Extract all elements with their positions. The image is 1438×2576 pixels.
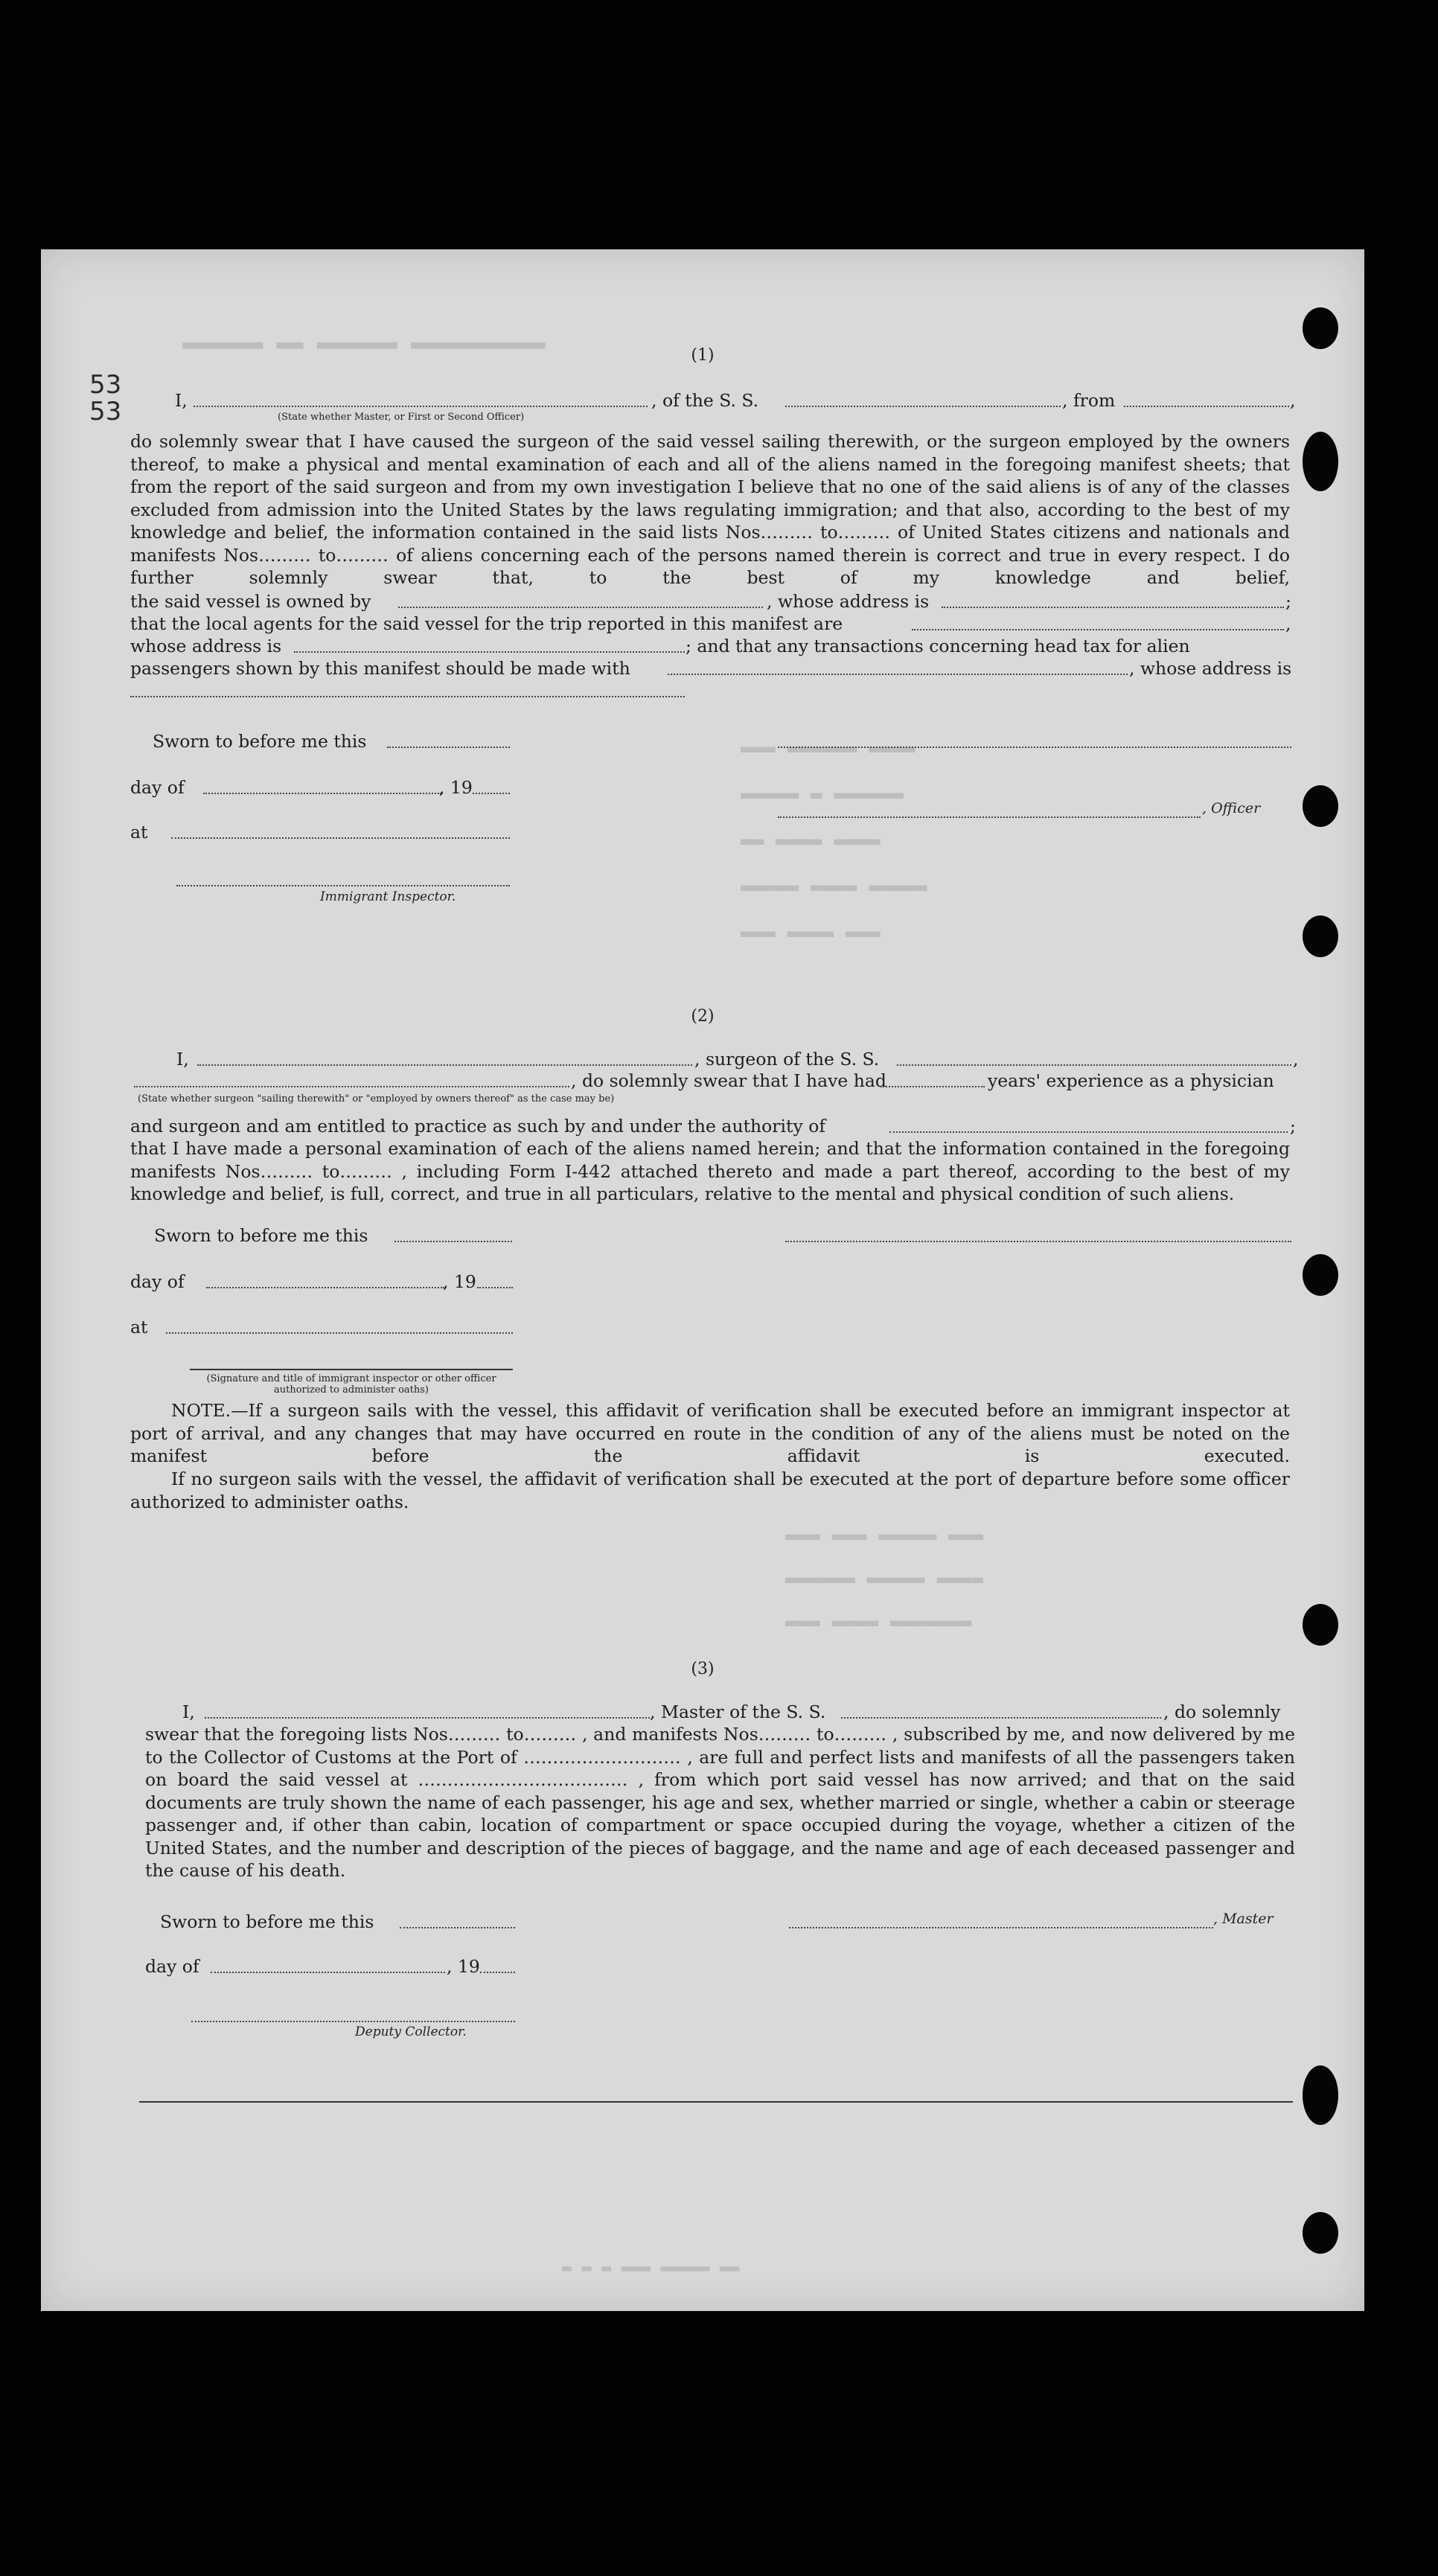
s1-owner-field[interactable] — [398, 607, 763, 608]
s3-name-field[interactable] — [205, 1717, 650, 1719]
punch-hole — [1303, 785, 1338, 827]
s1-from: , from — [1062, 390, 1116, 411]
s2-note-paragraph-2: If no surgeon sails with the vessel, the affidavit of verification shall be executed at the port of departure before some officer authorized to administer oaths. — [130, 1468, 1290, 1512]
s1-owner-address-label: , whose address is — [767, 591, 930, 612]
s1-of-ss: , of the S. S. — [651, 390, 759, 411]
s1-sworn-label: Sworn to before me this — [153, 731, 367, 752]
s1-comma: , — [1290, 390, 1296, 411]
bleed-through: ▬▬▬ ▬▬▬▬▬▬ ▬▬▬▬ ▬▬▬▬▬ ▬ ▬▬▬▬▬▬ ▬▬ ▬▬▬▬ ▬▬▬▬ ▬▬▬▬▬ ▬▬▬▬ ▬▬▬▬▬ ▬▬▬ ▬▬▬▬ ▬▬▬ — [741, 738, 927, 945]
punch-hole — [1303, 307, 1338, 349]
s2-at-label: at — [130, 1317, 148, 1337]
s3-collector-signature-line[interactable] — [191, 2021, 515, 2022]
section-3-number: (3) — [691, 1660, 715, 1678]
s2-year-label: , 19 — [443, 1271, 476, 1292]
s2-signature-note: (Signature and title of immigrant inspector or other officer authorized to administer oaths) — [206, 1373, 496, 1396]
s1-vessel-field[interactable] — [785, 406, 1061, 407]
s1-headtax-address-field[interactable] — [130, 696, 685, 697]
s2-examination-paragraph: that I have made a personal examination of each of the aliens named herein; and that the information contained in the foregoing manifests Nos……… to……… , including Form I-442 attached thereto and made a part thereof, according to the best of my knowledge and belief, is full, correct, and true in all particulars, relative to the mental and physical condition of such aliens. — [130, 1138, 1290, 1204]
s2-authority-field[interactable] — [889, 1131, 1288, 1133]
s2-comma: , — [1293, 1049, 1299, 1070]
s1-oath-paragraph: do solemnly swear that I have caused the surgeon of the said vessel sailing therewith, or the surgeon employed by the owners thereof, to make a physical and mental examination of each and all of the aliens named in the foregoing manifest sheets; that from the report of the said surgeon and from my own investigation I believe that no one of the said aliens is of any of the classes excluded from admission into the United States by the laws regulating immigration; and that also, according to the best of my knowledge and belief, the information contained in the said lists Nos……… to……… of United States citizens and nationals and manifests Nos……… to……… of aliens concerning each of the persons named therein is correct and true in every respect. I do further solemnly swear that, to the best of my knowledge and belief, — [130, 431, 1290, 588]
s2-sailing-field[interactable] — [134, 1086, 569, 1087]
margin-mark: 53 — [89, 370, 122, 400]
s3-solemnly: , do solemnly — [1163, 1701, 1281, 1722]
s1-at-field[interactable] — [171, 837, 510, 839]
s1-sworn-field[interactable] — [387, 747, 510, 748]
punch-hole — [1303, 2212, 1338, 2254]
s1-officer-name-field[interactable] — [778, 747, 1291, 748]
s1-officer-signature-field[interactable] — [778, 816, 1201, 818]
s1-at-label: at — [130, 822, 148, 843]
s1-officer-label: , Officer — [1202, 800, 1261, 816]
s1-year-label: , 19 — [439, 777, 473, 798]
s3-master-title: , Master — [1213, 1911, 1274, 1927]
punch-hole — [1303, 432, 1338, 491]
s3-year-label: , 19 — [447, 1956, 480, 1977]
s2-signature-line[interactable] — [190, 1369, 513, 1370]
s2-authority-label: and surgeon and am entitled to practice as such by and under the authority of — [130, 1116, 826, 1137]
s2-physician-text: years' experience as a physician — [988, 1070, 1274, 1091]
s2-swear-text: , do solemnly swear that I have had — [571, 1070, 886, 1091]
s1-headtax-contact-field[interactable] — [668, 674, 1128, 675]
margin-mark: 53 — [89, 397, 122, 426]
s1-i: I, — [175, 390, 188, 411]
bleed-through: ▬▬▬ ▬▬▬ ▬▬▬▬▬ ▬▬▬ ▬▬▬▬▬▬ ▬▬▬▬▬ ▬▬▬▬ ▬▬▬ ▬▬▬▬ ▬▬▬▬▬▬▬ — [785, 1525, 984, 1634]
s3-day-field[interactable] — [211, 1972, 445, 1973]
s2-officer-field[interactable] — [785, 1241, 1291, 1242]
bottom-rule — [139, 2101, 1293, 2103]
s2-note: (State whether surgeon "sailing therewith" or "employed by owners thereof" as the case may be) — [138, 1093, 615, 1105]
punch-hole — [1303, 1604, 1338, 1646]
s1-from-field[interactable] — [1124, 406, 1289, 407]
s1-inspector-label: Immigrant Inspector. — [320, 889, 456, 904]
s1-headtax-text: ; and that any transactions concerning head tax for alien — [686, 636, 1190, 656]
s1-agents-address-field[interactable] — [294, 651, 685, 653]
s2-day-field[interactable] — [206, 1287, 444, 1288]
s1-name-field[interactable] — [194, 406, 648, 407]
s1-owner-address-field[interactable] — [942, 607, 1284, 608]
s2-semicolon: ; — [1290, 1116, 1296, 1137]
s3-oath-paragraph: swear that the foregoing lists Nos……… to……… , and manifests Nos……… to……… , subscribed by me, and now delivered by me to the Collector of Customs at the Port of ……………………… , are full and perfect lists and manifests of all the passengers taken on board the said vessel at ……………………………… , from which port said vessel has now arrived; and that on the said documents are truly shown the name of each passenger, his age and sex, whether married or single, whether a cabin or steerage passenger and, if other than cabin, location of compartment or space occupied during the voyage, whether a citizen of the United States, and the number and description of the pieces of baggage, and the name and age of each deceased passenger and the cause of his death. — [145, 1724, 1295, 1881]
s2-note-paragraph: NOTE.—If a surgeon sails with the vessel, this affidavit of verification shall be executed before an immigrant inspector at port of arrival, and any changes that may have occurred en route in the condition of any of the aliens must be noted on the manifest before the affidavit is executed. — [130, 1400, 1290, 1466]
s1-note: (State whether Master, or First or Second Officer) — [278, 412, 525, 423]
s3-day-label: day of — [145, 1956, 199, 1977]
s3-year-field[interactable] — [480, 1972, 515, 1973]
bleed-through: ▬ ▬ ▬ ▬▬▬ ▬▬▬▬▬ ▬▬ — [562, 2259, 740, 2278]
s3-i: I, — [182, 1701, 195, 1722]
s2-sworn-field[interactable] — [394, 1241, 512, 1242]
s1-day-field[interactable] — [203, 793, 441, 794]
s2-i: I, — [176, 1049, 189, 1070]
s2-vessel-field[interactable] — [897, 1064, 1291, 1066]
s3-sworn-field[interactable] — [400, 1927, 515, 1928]
punch-hole — [1303, 1254, 1338, 1296]
section-1-number: (1) — [691, 346, 715, 365]
s1-day-label: day of — [130, 777, 185, 798]
s3-master-signature-field[interactable] — [789, 1927, 1213, 1928]
s2-at-field[interactable] — [166, 1332, 513, 1334]
s2-sworn-label: Sworn to before me this — [154, 1225, 368, 1246]
section-2-number: (2) — [691, 1007, 715, 1026]
bleed-through: ▬▬▬▬▬▬ ▬▬ ▬▬▬▬▬▬ ▬▬▬▬▬▬▬▬▬▬ — [182, 331, 546, 357]
s3-master-label: , Master of the S. S. — [650, 1701, 826, 1722]
s2-surgeon-label: , surgeon of the S. S. — [694, 1049, 880, 1070]
s1-whose-label: whose address is — [130, 636, 282, 656]
s1-agents-field[interactable] — [912, 629, 1284, 630]
s3-collector-label: Deputy Collector. — [355, 2024, 467, 2039]
punch-hole — [1303, 2065, 1338, 2125]
s1-comma: , — [1285, 613, 1291, 634]
s1-passengers-address-label: , whose address is — [1129, 658, 1292, 679]
s2-year-field[interactable] — [477, 1287, 513, 1288]
document-page — [41, 249, 1364, 2311]
s2-day-label: day of — [130, 1271, 185, 1292]
s2-years-field[interactable] — [881, 1086, 985, 1087]
s3-sworn-label: Sworn to before me this — [160, 1911, 374, 1932]
s1-owned-label: the said vessel is owned by — [130, 591, 371, 612]
s3-vessel-field[interactable] — [841, 1717, 1161, 1719]
punch-hole — [1303, 915, 1338, 957]
s2-name-field[interactable] — [197, 1064, 692, 1066]
s1-agents-label: that the local agents for the said vessel for the trip reported in this manifest are — [130, 613, 843, 634]
s1-passengers-label: passengers shown by this manifest should be made with — [130, 658, 630, 679]
s1-semicolon: ; — [1285, 591, 1291, 612]
s1-year-field[interactable] — [473, 793, 510, 794]
s1-inspector-signature-line[interactable] — [176, 885, 510, 886]
